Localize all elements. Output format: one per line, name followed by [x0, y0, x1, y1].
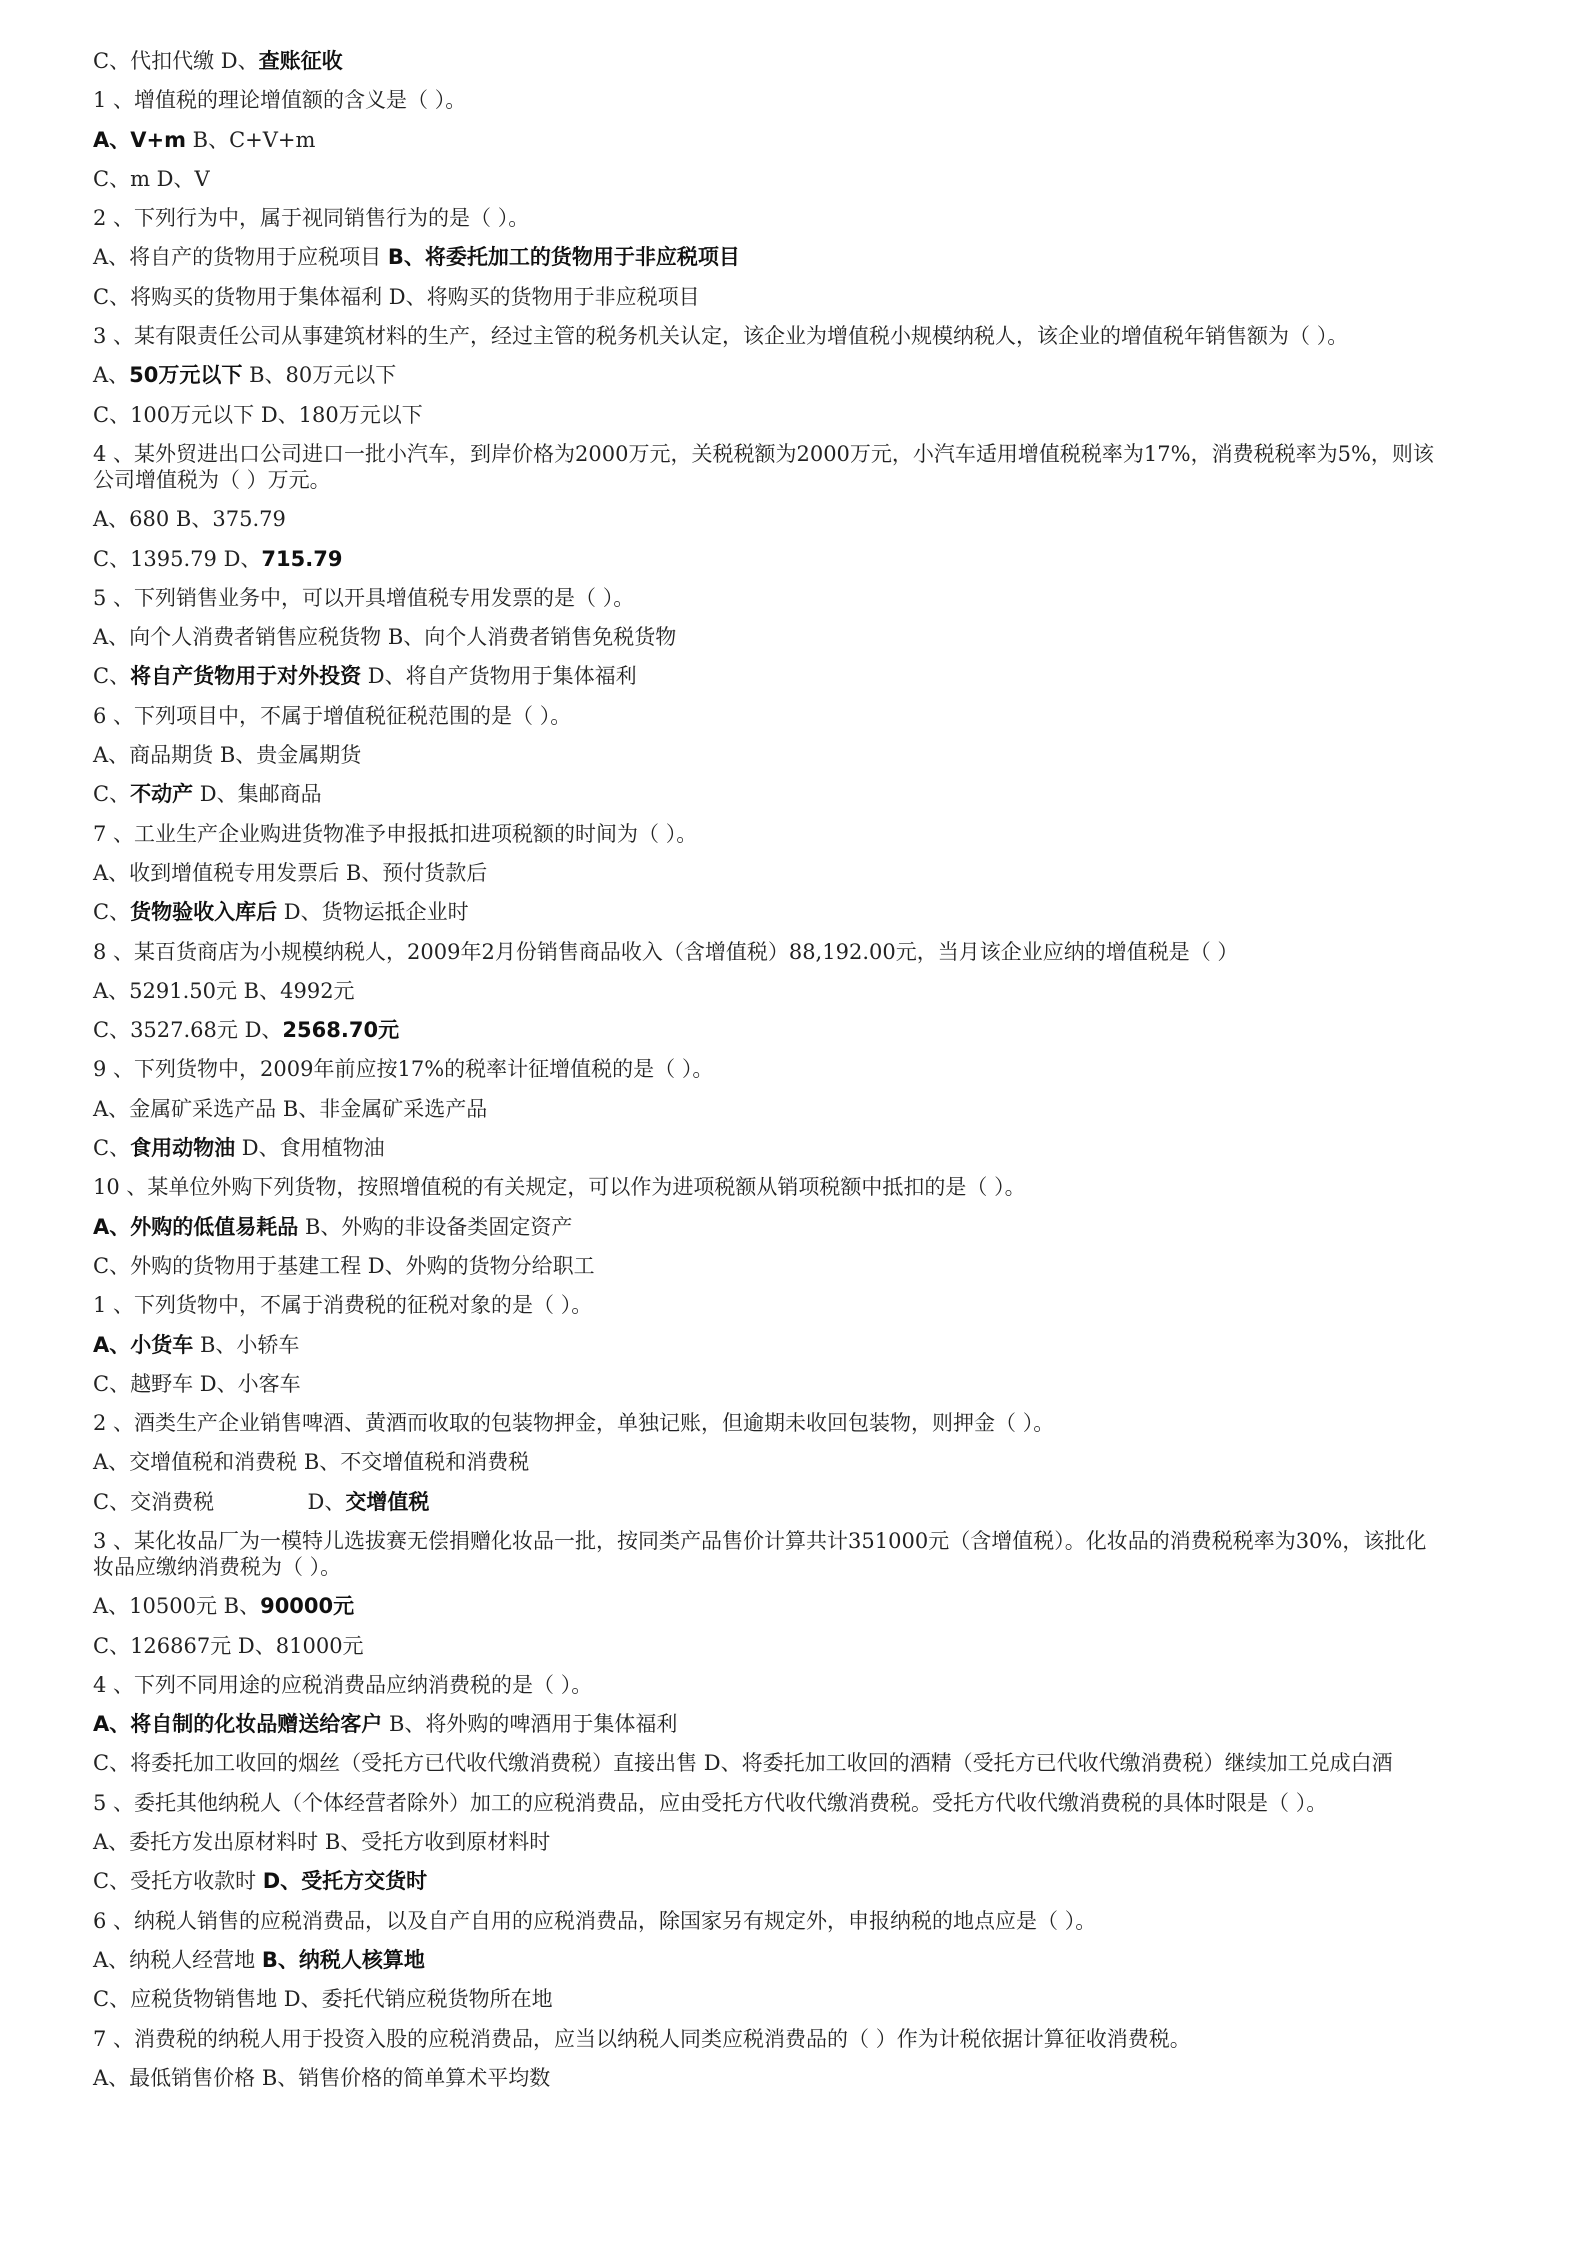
text-segment: 6 、纳税人销售的应税消费品，以及自产自用的应税消费品，除国家另有规定外，申报纳税的地点应是（ ）。 [93, 1908, 1097, 1933]
text-segment: C、126867元 D、81000元 [93, 1633, 364, 1658]
text-line [93, 1056, 1437, 1082]
text-line [93, 1908, 1437, 1934]
text-line [93, 1253, 1437, 1279]
answer-highlight: A、将自制的化妆品赠送给客户 [93, 1712, 383, 1737]
text-line [93, 1371, 1437, 1397]
text-line [93, 244, 1437, 270]
answer-highlight: A、小货车 [93, 1332, 194, 1357]
text-segment: 7 、工业生产企业购进货物准予申报抵扣进项税额的时间为（ ）。 [93, 821, 698, 846]
text-segment: A、680 B、375.79 [93, 507, 286, 532]
text-segment: D、食用植物油 [235, 1136, 385, 1161]
answer-highlight: B、纳税人核算地 [261, 1947, 425, 1972]
answer-highlight: 食用动物油 [130, 1136, 236, 1161]
text-segment: A、将自产的货物用于应税项目 [93, 245, 388, 270]
answer-highlight: A、V+m [93, 127, 186, 152]
text-segment: C、 [93, 782, 131, 807]
text-segment: C、100万元以下 D、180万元以下 [93, 402, 423, 427]
text-segment: C、应税货物销售地 D、委托代销应税货物所在地 [93, 1987, 553, 2012]
text-segment: B、小轿车 [193, 1332, 300, 1357]
answer-highlight: B、将委托加工的货物用于非应税项目 [387, 245, 740, 270]
answer-highlight: 货物验收入库后 [130, 900, 278, 925]
text-line [93, 1986, 1437, 2012]
text-segment: C、 [93, 1136, 131, 1161]
answer-highlight: A、外购的低值易耗品 [93, 1214, 299, 1239]
text-segment: A、交增值税和消费税 B、不交增值税和消费税 [93, 1450, 530, 1475]
text-segment: B、外购的非设备类固定资产 [298, 1214, 573, 1239]
text-line [93, 1593, 1437, 1619]
text-line [93, 624, 1437, 650]
text-segment: 4 、某外贸进出口公司进口一批小汽车，到岸价格为2000万元，关税税额为2000万元，小汽车适用增值税税率为17%，消费税税率为5%，则该公司增值税为（ ）万元。 [93, 441, 1434, 492]
text-line [93, 441, 1437, 493]
text-segment: C、m D、V [93, 166, 210, 191]
text-line [93, 1868, 1437, 1894]
text-segment: A、10500元 B、 [93, 1594, 261, 1619]
text-segment: A、最低销售价格 B、销售价格的简单算术平均数 [93, 2065, 551, 2090]
text-segment: A、5291.50元 B、4992元 [93, 978, 355, 1003]
answer-highlight: 查账征收 [258, 49, 343, 73]
text-segment: 3 、某化妆品厂为一模特儿选拔赛无偿捐赠化妆品一批，按同类产品售价计算共计351000元（含增值税）。化妆品的消费税税率为30%，该批化妆品应缴纳消费税为（ ）。 [93, 1528, 1427, 1579]
text-segment: 8 、某百货商店为小规模纳税人，2009年2月份销售商品收入（含增值税）88,192.00元，当月该企业应纳的增值税是（ ） [93, 939, 1239, 964]
answer-highlight: 不动产 [130, 782, 194, 807]
text-segment: A、 [93, 363, 130, 388]
text-line [93, 781, 1437, 807]
text-line [93, 2026, 1437, 2052]
text-segment: C、 [93, 664, 131, 689]
text-line [93, 1135, 1437, 1161]
text-segment: C、将购买的货物用于集体福利 D、将购买的货物用于非应税项目 [93, 284, 700, 309]
text-line [93, 1449, 1437, 1475]
text-line [93, 939, 1437, 965]
text-line [93, 1829, 1437, 1855]
text-segment: B、C+V+m [185, 127, 316, 152]
text-line [93, 1174, 1437, 1200]
answer-highlight: 90000元 [260, 1594, 355, 1619]
text-line [93, 205, 1437, 231]
text-segment: 3 、某有限责任公司从事建筑材料的生产，经过主管的税务机关认定，该企业为增值税小规模纳税人，该企业的增值税年销售额为（ ）。 [93, 324, 1349, 349]
text-segment: C、 [93, 900, 131, 925]
text-segment: C、越野车 D、小客车 [93, 1371, 301, 1396]
text-segment: C、交消费税 D、 [93, 1489, 346, 1514]
text-line [93, 1790, 1437, 1816]
text-segment: C、3527.68元 D、 [93, 1018, 283, 1043]
text-line [93, 546, 1437, 572]
text-segment: B、80万元以下 [242, 363, 397, 388]
answer-highlight: 交增值税 [345, 1489, 430, 1514]
text-line [93, 978, 1437, 1004]
text-line [93, 1096, 1437, 1122]
answer-highlight: 50万元以下 [129, 363, 243, 388]
text-segment: 2 、下列行为中，属于视同销售行为的是（ ）。 [93, 206, 530, 231]
text-segment: A、商品期货 B、贵金属期货 [93, 743, 362, 768]
text-line [93, 1214, 1437, 1240]
text-segment: A、委托方发出原材料时 B、受托方收到原材料时 [93, 1830, 551, 1855]
text-line [93, 2065, 1437, 2091]
answer-highlight: D、受托方交货时 [262, 1869, 428, 1894]
text-line [93, 821, 1437, 847]
text-line [93, 1633, 1437, 1659]
text-line [93, 663, 1437, 689]
text-segment: 7 、消费税的纳税人用于投资入股的应税消费品，应当以纳税人同类应税消费品的（ ）作为计税依据计算征收消费税。 [93, 2026, 1191, 2051]
text-line [93, 703, 1437, 729]
text-segment: C、代扣代缴 D、 [93, 49, 259, 73]
text-segment: D、将自产货物用于集体福利 [361, 664, 637, 689]
text-segment: A、纳税人经营地 [93, 1947, 262, 1972]
answer-highlight: 715.79 [261, 546, 343, 571]
text-segment: 1 、增值税的理论增值额的含义是（ ）。 [93, 88, 467, 113]
text-segment: 10 、某单位外购下列货物，按照增值税的有关规定，可以作为进项税额从销项税额中抵扣的是（ ）。 [93, 1175, 1026, 1200]
text-line [93, 1489, 1437, 1515]
text-segment: A、金属矿采选产品 B、非金属矿采选产品 [93, 1096, 488, 1121]
text-line [93, 284, 1437, 310]
text-line [93, 1711, 1437, 1737]
text-segment: D、货物运抵企业时 [277, 900, 469, 925]
text-segment: 4 、下列不同用途的应税消费品应纳消费税的是（ ）。 [93, 1672, 593, 1697]
text-segment: B、将外购的啤酒用于集体福利 [382, 1712, 678, 1737]
text-segment: C、受托方收款时 [93, 1869, 263, 1894]
text-line [93, 742, 1437, 768]
text-line [93, 166, 1437, 192]
text-line [93, 585, 1437, 611]
text-line [93, 127, 1437, 153]
text-line [93, 362, 1437, 388]
text-line [93, 323, 1437, 349]
text-segment: A、向个人消费者销售应税货物 B、向个人消费者销售免税货物 [93, 625, 677, 650]
text-line [93, 1750, 1437, 1776]
answer-highlight: 将自产货物用于对外投资 [130, 664, 362, 689]
text-line [93, 402, 1437, 428]
text-segment: 5 、下列销售业务中，可以开具增值税专用发票的是（ ）。 [93, 585, 635, 610]
text-line [93, 1410, 1437, 1436]
text-line [93, 1672, 1437, 1698]
text-segment: 9 、下列货物中，2009年前应按17%的税率计征增值税的是（ ）。 [93, 1057, 714, 1082]
text-line [93, 1332, 1437, 1358]
text-line [93, 1292, 1437, 1318]
text-line [93, 48, 1437, 74]
text-line [93, 506, 1437, 532]
text-segment: C、外购的货物用于基建工程 D、外购的货物分给职工 [93, 1253, 595, 1278]
text-segment: D、集邮商品 [193, 782, 322, 807]
answer-highlight: 2568.70元 [282, 1018, 400, 1043]
text-line [93, 1947, 1437, 1973]
text-segment: 6 、下列项目中，不属于增值税征税范围的是（ ）。 [93, 703, 572, 728]
text-line [93, 899, 1437, 925]
text-segment: 2 、酒类生产企业销售啤酒、黄酒而收取的包装物押金，单独记账，但逾期未收回包装物，则押金（ ）。 [93, 1411, 1055, 1436]
text-segment: C、1395.79 D、 [93, 546, 262, 571]
text-segment: 1 、下列货物中，不属于消费税的征税对象的是（ ）。 [93, 1293, 593, 1318]
text-segment: 5 、委托其他纳税人（个体经营者除外）加工的应税消费品，应由受托方代收代缴消费税。受托方代收代缴消费税的具体时限是（ ）。 [93, 1790, 1328, 1815]
text-segment: C、将委托加工收回的烟丝（受托方已代收代缴消费税）直接出售 D、将委托加工收回的酒精（受托方已代收代缴消费税）继续加工兑成白酒 [93, 1751, 1393, 1776]
text-line [93, 1017, 1437, 1043]
text-line [93, 860, 1437, 886]
text-line [93, 87, 1437, 113]
text-segment: A、收到增值税专用发票后 B、预付货款后 [93, 860, 488, 885]
text-line [93, 1528, 1437, 1580]
